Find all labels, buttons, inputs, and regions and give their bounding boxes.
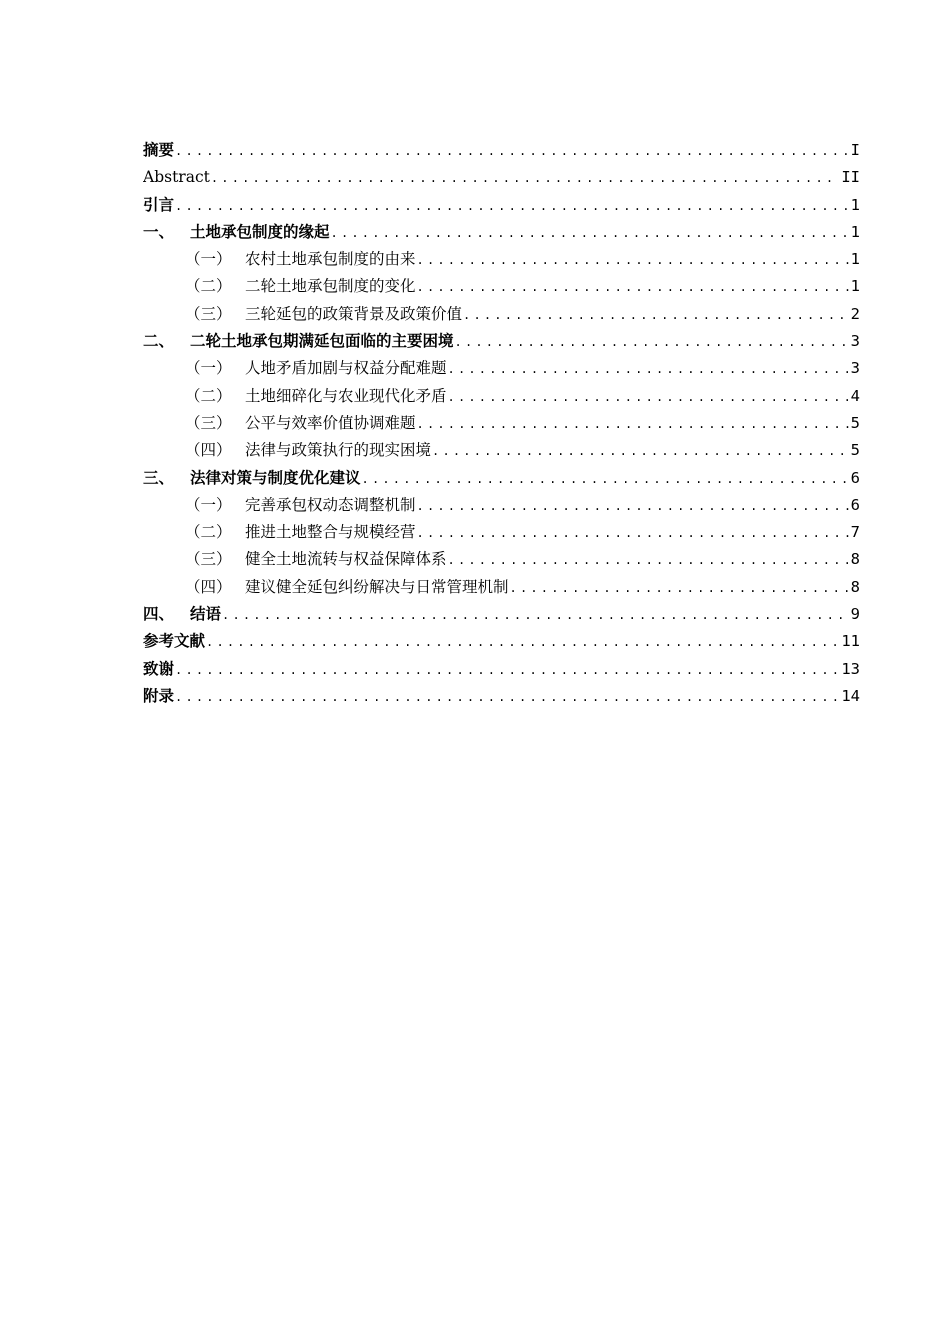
toc-entry-number: （一） bbox=[185, 359, 232, 378]
toc-entry-title: 完善承包权动态调整机制 bbox=[245, 495, 416, 514]
toc-entry-title: 附录 bbox=[143, 686, 175, 705]
toc-entry-title: 摘要 bbox=[143, 141, 175, 159]
toc-entry-section-2-3[interactable] bbox=[143, 410, 860, 437]
toc-leader-dots bbox=[416, 411, 849, 437]
toc-entry-number: （二） bbox=[185, 277, 232, 296]
toc-leader-dots bbox=[416, 247, 849, 273]
toc-page-number: 8 bbox=[850, 550, 860, 569]
toc-leader-dots bbox=[205, 629, 839, 655]
toc-entry-title: 二轮土地承包期满延包面临的主要困境 bbox=[190, 332, 454, 351]
toc-entry-number: 四、 bbox=[143, 605, 175, 624]
toc-leader-dots bbox=[447, 384, 849, 410]
toc-entry-title: 三轮延包的政策背景及政策价值 bbox=[245, 304, 463, 323]
toc-leader-dots bbox=[174, 138, 849, 164]
toc-entry-section-1-3[interactable] bbox=[143, 301, 860, 328]
toc-entry-section-2-1[interactable] bbox=[143, 355, 860, 382]
toc-entry-acknowledgements[interactable] bbox=[143, 656, 860, 683]
toc-entry-title: 结语 bbox=[190, 605, 222, 624]
toc-entry-number: （一） bbox=[185, 250, 232, 269]
toc-page-number: 9 bbox=[850, 605, 860, 624]
toc-entry-title: 参考文献 bbox=[143, 632, 206, 651]
toc-entry-number: （三） bbox=[185, 550, 232, 569]
toc-entry-section-1-1[interactable] bbox=[143, 246, 860, 273]
toc-entry-title: 引言 bbox=[143, 195, 175, 214]
toc-page-number: 2 bbox=[850, 304, 860, 323]
toc-entry-title: 健全土地流转与权益保障体系 bbox=[245, 550, 447, 569]
toc-page-number: 3 bbox=[850, 332, 860, 351]
toc-entry-section-3-1[interactable] bbox=[143, 492, 860, 519]
toc-leader-dots bbox=[210, 165, 839, 191]
toc-page-number: 11 bbox=[841, 632, 860, 651]
toc-leader-dots bbox=[454, 329, 849, 355]
toc-page-number: II bbox=[841, 168, 860, 187]
toc-entry-number: （三） bbox=[185, 413, 232, 432]
toc-page-number: 3 bbox=[850, 359, 860, 378]
toc-entry-references[interactable] bbox=[143, 628, 860, 655]
toc-entry-introduction[interactable] bbox=[143, 192, 860, 219]
toc-entry-chapter-1[interactable] bbox=[143, 219, 860, 246]
toc-leader-dots bbox=[416, 274, 849, 300]
toc-leader-dots bbox=[416, 520, 849, 546]
toc-leader-dots bbox=[361, 466, 849, 492]
toc-entry-title: 土地承包制度的缘起 bbox=[190, 222, 330, 241]
toc-page-number: 6 bbox=[850, 495, 860, 514]
toc-entry-section-3-4[interactable] bbox=[143, 574, 860, 601]
toc-entry-section-2-2[interactable] bbox=[143, 383, 860, 410]
toc-page-number: 1 bbox=[850, 250, 860, 269]
table-of-contents bbox=[143, 137, 860, 710]
toc-entry-number: （二） bbox=[185, 523, 232, 542]
toc-entry-number: （三） bbox=[185, 304, 232, 323]
toc-leader-dots bbox=[174, 684, 839, 710]
toc-leader-dots bbox=[174, 657, 839, 683]
toc-entry-section-3-3[interactable] bbox=[143, 546, 860, 573]
toc-entry-section-3-2[interactable] bbox=[143, 519, 860, 546]
toc-page-number: 7 bbox=[850, 523, 860, 542]
toc-entry-section-2-4[interactable] bbox=[143, 437, 860, 464]
toc-leader-dots bbox=[416, 493, 849, 519]
toc-entry-title: 二轮土地承包制度的变化 bbox=[245, 277, 416, 296]
toc-entry-appendix[interactable] bbox=[143, 683, 860, 710]
toc-leader-dots bbox=[431, 438, 849, 464]
toc-leader-dots bbox=[174, 193, 849, 219]
toc-entry-title: 推进土地整合与规模经营 bbox=[245, 523, 416, 542]
toc-leader-dots bbox=[509, 575, 849, 601]
toc-page-number: 6 bbox=[850, 468, 860, 487]
toc-entry-number: 二、 bbox=[143, 332, 175, 351]
toc-entry-title: 法律与政策执行的现实困境 bbox=[245, 441, 432, 460]
toc-entry-chapter-3[interactable] bbox=[143, 465, 860, 492]
toc-leader-dots bbox=[330, 220, 849, 246]
toc-page-number: 5 bbox=[850, 413, 860, 432]
toc-page-number: 1 bbox=[850, 277, 860, 296]
toc-entry-title: 农村土地承包制度的由来 bbox=[245, 250, 416, 269]
toc-page-number: 5 bbox=[850, 441, 860, 460]
toc-entry-title: 法律对策与制度优化建议 bbox=[190, 468, 361, 487]
toc-page-number: 1 bbox=[850, 222, 860, 241]
toc-entry-title: 建议健全延包纠纷解决与日常管理机制 bbox=[245, 577, 509, 596]
toc-entry-number: 一、 bbox=[143, 222, 175, 241]
toc-entry-title: 土地细碎化与农业现代化矛盾 bbox=[245, 386, 447, 405]
toc-entry-number: （四） bbox=[185, 441, 232, 460]
toc-entry-title: 公平与效率价值协调难题 bbox=[245, 413, 416, 432]
toc-leader-dots bbox=[447, 547, 849, 573]
toc-entry-abstract-cn[interactable] bbox=[143, 137, 860, 164]
toc-page-number: 4 bbox=[850, 386, 860, 405]
toc-entry-title: 致谢 bbox=[143, 659, 175, 678]
toc-entry-abstract-en[interactable] bbox=[143, 164, 860, 191]
toc-entry-title: Abstract bbox=[143, 168, 210, 187]
toc-entry-number: （一） bbox=[185, 495, 232, 514]
toc-leader-dots bbox=[447, 356, 849, 382]
toc-leader-dots bbox=[462, 302, 849, 328]
toc-entry-chapter-2[interactable] bbox=[143, 328, 860, 355]
toc-entry-number: 三、 bbox=[143, 468, 175, 487]
toc-page-number: I bbox=[850, 141, 860, 159]
toc-page-number: 14 bbox=[841, 686, 860, 705]
toc-entry-section-1-2[interactable] bbox=[143, 273, 860, 300]
toc-entry-title: 人地矛盾加剧与权益分配难题 bbox=[245, 359, 447, 378]
toc-leader-dots bbox=[221, 602, 849, 628]
toc-entry-chapter-4[interactable] bbox=[143, 601, 860, 628]
toc-page-number: 8 bbox=[850, 577, 860, 596]
toc-entry-number: （四） bbox=[185, 577, 232, 596]
toc-entry-number: （二） bbox=[185, 386, 232, 405]
toc-page-number: 1 bbox=[850, 195, 860, 214]
toc-page-number: 13 bbox=[841, 659, 860, 678]
